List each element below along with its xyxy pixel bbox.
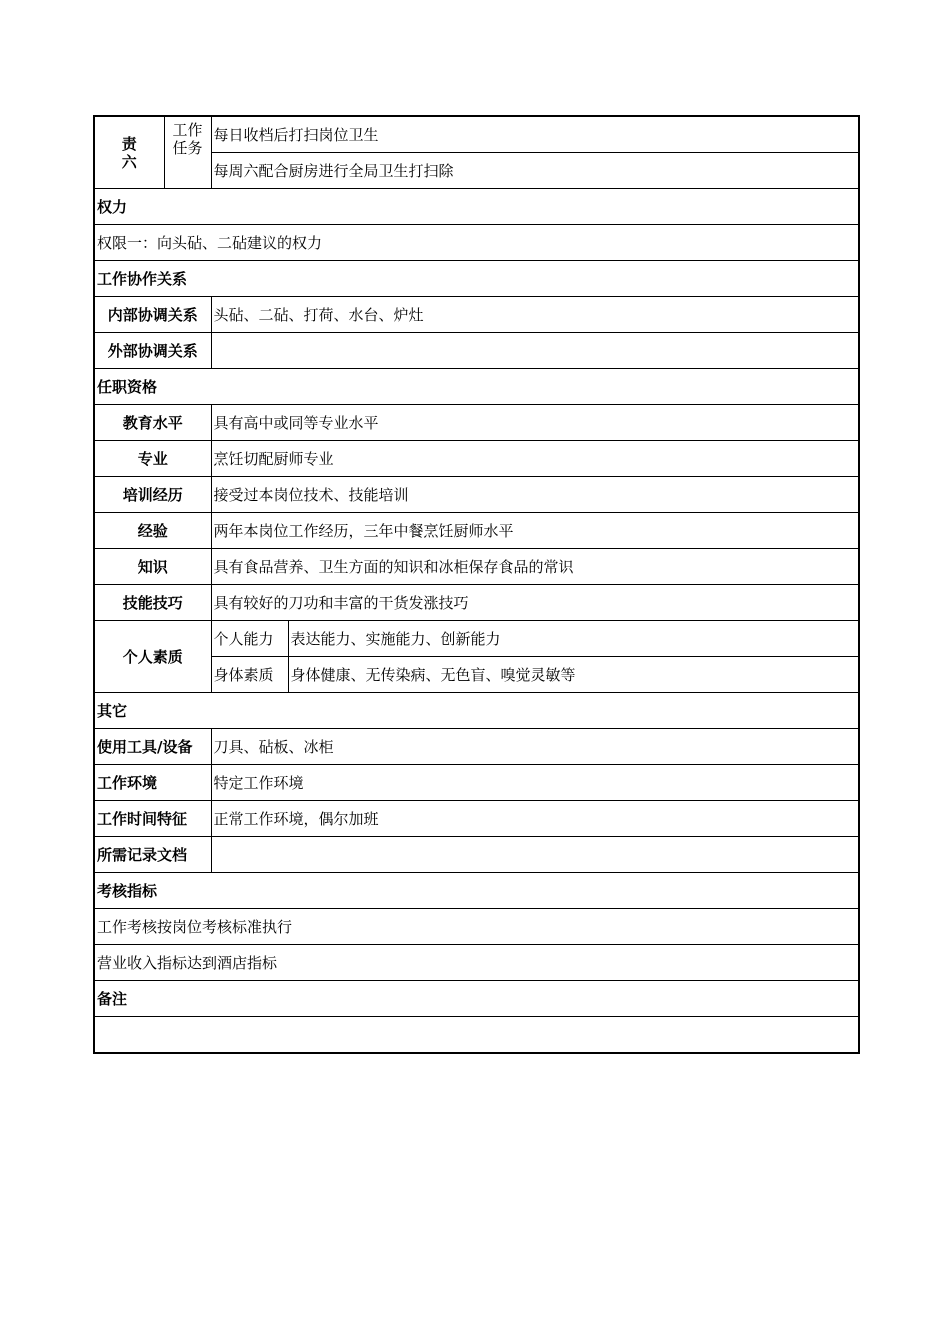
personal-sub-value: 身体健康、无传染病、无色盲、嗅觉灵敏等 xyxy=(288,657,859,693)
personal-quality-label: 个人素质 xyxy=(94,621,211,693)
qualification-label: 知识 xyxy=(94,549,211,585)
duty-six-row-1 xyxy=(94,116,859,153)
section-remarks xyxy=(94,981,859,1017)
other-label: 工作时间特征 xyxy=(94,801,211,837)
authority-row xyxy=(94,225,859,261)
assessment-row xyxy=(94,945,859,981)
section-other xyxy=(94,693,859,729)
personal-sub-label: 个人能力 xyxy=(211,621,288,657)
job-description-sheet xyxy=(93,115,858,1054)
section-relations xyxy=(94,261,859,297)
qualification-value: 具有食品营养、卫生方面的知识和冰柜保存食品的常识 xyxy=(211,549,859,585)
internal-relations-row xyxy=(94,297,859,333)
assessment-item: 工作考核按岗位考核标准执行 xyxy=(94,909,859,945)
external-relations-value xyxy=(211,333,859,369)
personal-sub-label: 身体素质 xyxy=(211,657,288,693)
duty-label-line-2: 六 xyxy=(121,152,137,171)
authority-item: 权限一：向头砧、二砧建议的权力 xyxy=(94,225,859,261)
section-qualifications xyxy=(94,369,859,405)
section-authority xyxy=(94,189,859,225)
other-row xyxy=(94,729,859,765)
qualification-value: 两年本岗位工作经历，三年中餐烹饪厨师水平 xyxy=(211,513,859,549)
internal-relations-label: 内部协调关系 xyxy=(94,297,211,333)
qualification-label: 培训经历 xyxy=(94,477,211,513)
remarks-row xyxy=(94,1017,859,1054)
qualification-row xyxy=(94,477,859,513)
other-value: 正常工作环境，偶尔加班 xyxy=(211,801,859,837)
task-label-line-1: 工作 xyxy=(172,121,203,139)
other-label: 工作环境 xyxy=(94,765,211,801)
qualification-row xyxy=(94,513,859,549)
task-label-line-2: 任务 xyxy=(172,139,203,157)
qualification-value: 具有较好的刀功和丰富的干货发涨技巧 xyxy=(211,585,859,621)
qualification-label: 教育水平 xyxy=(94,405,211,441)
personal-sub-value: 表达能力、实施能力、创新能力 xyxy=(288,621,859,657)
remarks-value xyxy=(94,1017,859,1054)
other-value: 刀具、砧板、冰柜 xyxy=(211,729,859,765)
section-title-qualifications: 任职资格 xyxy=(94,369,859,405)
section-title-assessment: 考核指标 xyxy=(94,873,859,909)
section-title-authority: 权力 xyxy=(94,189,859,225)
other-value: 特定工作环境 xyxy=(211,765,859,801)
qualification-row xyxy=(94,441,859,477)
other-row xyxy=(94,765,859,801)
external-relations-row xyxy=(94,333,859,369)
qualification-value: 接受过本岗位技术、技能培训 xyxy=(211,477,859,513)
task-item-2: 每周六配合厨房进行全局卫生打扫除 xyxy=(211,153,859,189)
qualification-row xyxy=(94,405,859,441)
other-row xyxy=(94,837,859,873)
section-title-other: 其它 xyxy=(94,693,859,729)
assessment-item: 营业收入指标达到酒店指标 xyxy=(94,945,859,981)
qualification-row xyxy=(94,585,859,621)
qualification-value: 烹饪切配厨师专业 xyxy=(211,441,859,477)
qualification-label: 经验 xyxy=(94,513,211,549)
qualification-row xyxy=(94,549,859,585)
other-label: 所需记录文档 xyxy=(94,837,211,873)
job-description-table xyxy=(93,115,860,1054)
qualification-label: 技能技巧 xyxy=(94,585,211,621)
other-row xyxy=(94,801,859,837)
section-title-remarks: 备注 xyxy=(94,981,859,1017)
work-task-label xyxy=(164,116,211,189)
personal-quality-row-1 xyxy=(94,621,859,657)
other-label: 使用工具/设备 xyxy=(94,729,211,765)
internal-relations-value: 头砧、二砧、打荷、水台、炉灶 xyxy=(211,297,859,333)
other-value xyxy=(211,837,859,873)
assessment-row xyxy=(94,909,859,945)
task-item-1: 每日收档后打扫岗位卫生 xyxy=(211,116,859,153)
qualification-value: 具有高中或同等专业水平 xyxy=(211,405,859,441)
duty-six-label xyxy=(94,116,164,189)
section-title-relations: 工作协作关系 xyxy=(94,261,859,297)
section-assessment xyxy=(94,873,859,909)
qualification-label: 专业 xyxy=(94,441,211,477)
external-relations-label: 外部协调关系 xyxy=(94,333,211,369)
duty-label-line-1: 责 xyxy=(121,134,137,153)
